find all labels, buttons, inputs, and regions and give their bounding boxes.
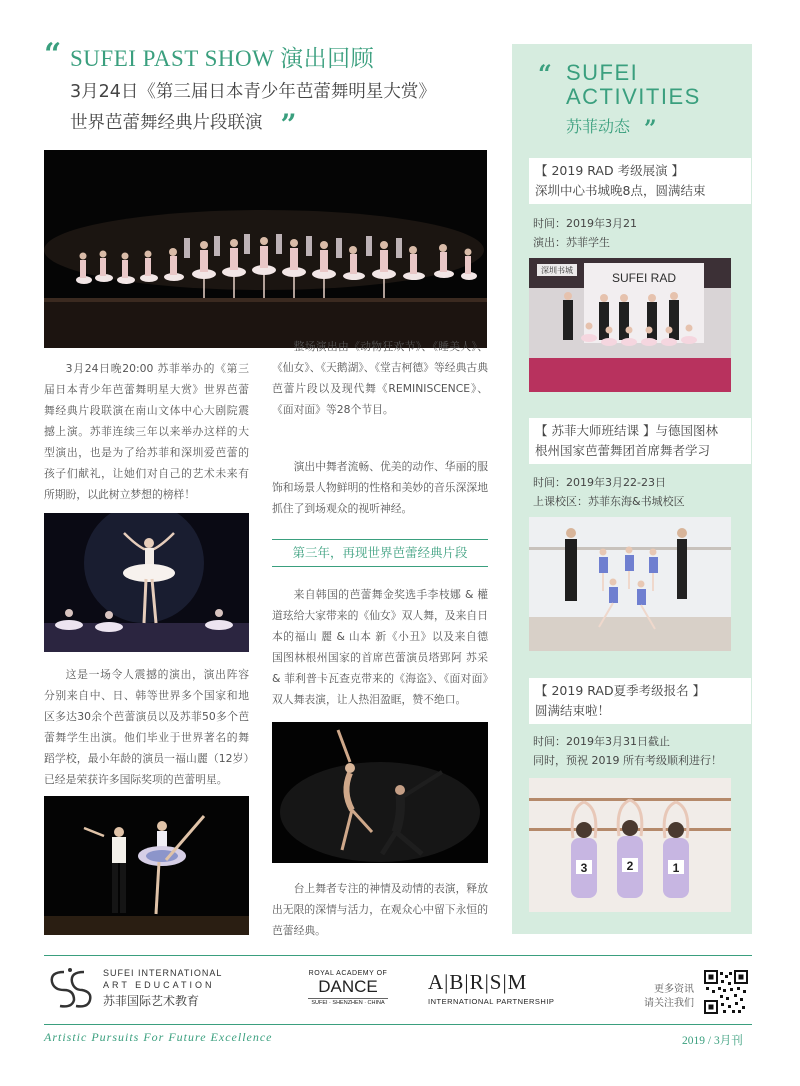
- article-paragraph-3: 整场演出由《动物狂欢节》、《睡美人》、《仙女》、《天鹅湖》、《堂吉柯德》等经典古典芭蕾片段以及现代舞《REMINISCENCE》、《面对面》等28个节目。: [272, 340, 488, 416]
- rad-logo: [308, 970, 388, 1006]
- page-subtitle-line1: 3月24日《第三届日本青少年芭蕾舞明星大赏》: [70, 82, 436, 102]
- activity-card-2-title: [529, 418, 751, 464]
- article-subheading: 第三年，再现世界芭蕾经典片段: [272, 539, 488, 567]
- sidebar-open-quote-icon: “: [538, 59, 552, 88]
- activity-card-1-title-line2: 深圳中心书城晚8点，圆满结束: [535, 183, 706, 198]
- article-paragraph-4: 演出中舞者流畅、优美的动作、华丽的服饰和场景人物鲜明的性格和美妙的音乐深深地抓住了到场观众的视听神经。: [272, 460, 488, 515]
- sidebar-title-line2: ACTIVITIES: [566, 84, 701, 109]
- follow-us-line2: 请关注我们: [644, 998, 694, 1009]
- rad-logo-line3: SUFEI · SHENZHEN · CHINA: [308, 998, 388, 1006]
- stage-group-photo: [44, 150, 487, 348]
- summer-exam-photo: [529, 778, 731, 912]
- qr-code-icon[interactable]: [704, 970, 748, 1014]
- exam-number-1: 1: [672, 861, 680, 875]
- activity-card-1-meta: [533, 214, 637, 252]
- activity-card-3-title-line2: 圆满结束啦！: [535, 703, 611, 718]
- activity-card-3-meta: [533, 732, 722, 770]
- sidebar-title-line1: SUFEI: [566, 60, 639, 85]
- activity-card-2: [529, 418, 751, 464]
- activity-card-2-time: 时间：2019年3月22-23日: [533, 476, 666, 489]
- activity-card-3-title: [529, 678, 751, 724]
- page-subtitle-line2: [70, 108, 297, 141]
- activity-card-1-time: 时间：2019年3月21: [533, 217, 637, 230]
- footer-divider-bottom: [44, 1024, 752, 1025]
- rad-exam-show-photo: [529, 258, 731, 392]
- close-quote-icon: ”: [280, 108, 297, 141]
- modern-duet-photo: [272, 722, 488, 863]
- article-paragraph-5: 来自韩国的芭蕾舞金奖选手李枝娜 & 權道玹给大家带来的《仙女》双人舞，及来自日本的福山 麗 & 山本 新《小丑》以及来自德国图林根州国家的首席芭蕾演员塔郢阿 苏采 & 菲利普卡瓦查克带来的《海盗》、《面对面》双人舞表演，让人热泪盈眶，赞不绝口。: [272, 588, 488, 706]
- activity-card-1-title-line1: 【 2019 RAD 考级展演 】: [535, 163, 685, 178]
- sufei-logo-text: [103, 968, 222, 1009]
- sufei-logo-line2: ART EDUCATION: [103, 980, 215, 990]
- open-quote-icon: “: [44, 37, 62, 72]
- master-class-photo: [529, 517, 731, 651]
- page-title: SUFEI PAST SHOW 演出回顾: [70, 46, 375, 71]
- sufei-logo: [46, 966, 94, 1010]
- follow-us-text: [644, 983, 694, 1011]
- article-paragraph-6: 台上舞者专注的神情及动情的表演，释放出无限的深情与活力，在观众心中留下永恒的芭蕾经典。: [272, 882, 488, 937]
- activity-card-3-title-line1: 【 2019 RAD夏季考级报名 】: [535, 683, 706, 698]
- page-subtitle-line2-text: 世界芭蕾舞经典片段联演: [70, 113, 263, 133]
- activity-card-2-meta: [533, 473, 685, 511]
- abrsm-logo: [428, 970, 554, 1006]
- sidebar-close-quote-icon: ”: [644, 116, 657, 142]
- article-paragraph-1: 3月24日晚20:00 苏菲举办的《第三届日本青少年芭蕾舞明星大赏》世界芭蕾舞经典片段联演在南山文体中心大剧院震撼上演。苏菲连续三年以来举办这样的大型演出，也是为了给苏菲和深圳爱芭蕾的孩子们献礼，让她们对自己的艺术未来有所期盼，以此树立梦想的榜样！: [44, 362, 249, 501]
- issue-label: 2019 / 3月刊: [682, 1035, 743, 1047]
- exam-number-3: 3: [580, 861, 588, 875]
- exam-number-2: 2: [626, 859, 634, 873]
- follow-us-line1: 更多资讯: [654, 984, 694, 995]
- sidebar-title-cn: [566, 114, 657, 142]
- sufei-logo-line1: SUFEI INTERNATIONAL: [103, 968, 223, 978]
- activity-card-3: [529, 678, 751, 724]
- abrsm-logo-text: A|B|R|S|M: [428, 970, 528, 994]
- sidebar-title-cn-text: 苏菲动态: [566, 117, 631, 136]
- abrsm-logo-sub: INTERNATIONAL PARTNERSHIP: [428, 997, 555, 1006]
- footer-divider-top: [44, 955, 752, 956]
- pas-de-deux-photo: [44, 796, 249, 935]
- activity-card-1: [529, 158, 751, 204]
- sufei-logo-cn: 苏菲国际艺术教育: [103, 994, 200, 1008]
- activity-card-2-title-line2: 根州国家芭蕾舞团首席舞者学习: [535, 443, 711, 458]
- rad-logo-line2: DANCE: [318, 977, 378, 996]
- photo1-sign-text: 深圳书城: [541, 266, 573, 275]
- activity-card-2-location: 上课校区：苏菲东海&书城校区: [533, 495, 685, 508]
- footer-tagline: Artistic Pursuits For Future Excellence: [44, 1030, 273, 1044]
- rad-logo-line1: ROYAL ACADEMY OF: [308, 970, 388, 977]
- solo-dancer-photo: [44, 513, 249, 652]
- activity-card-2-title-line1: 【 苏菲大师班结课 】与德国图林: [535, 423, 718, 438]
- photo1-banner-text: SUFEI RAD: [611, 271, 677, 285]
- activity-card-1-title: [529, 158, 751, 204]
- activity-card-3-time: 时间：2019年3月31日截止: [533, 735, 670, 748]
- activity-card-3-note: 同时，预祝 2019 所有考级顺利进行！: [533, 754, 722, 767]
- activity-card-1-performers: 演出：苏菲学生: [533, 236, 610, 249]
- article-paragraph-2: 这是一场令人震撼的演出，演出阵容分别来自中、日、韩等世界多个国家和地区多达30余个芭蕾演员以及苏菲50多个芭蕾舞学生出演。他们毕业于世界著名的舞蹈学校，最小年龄的演员一福山麗（12岁）已经是荣获许多国际奖项的芭蕾明星。: [44, 668, 249, 786]
